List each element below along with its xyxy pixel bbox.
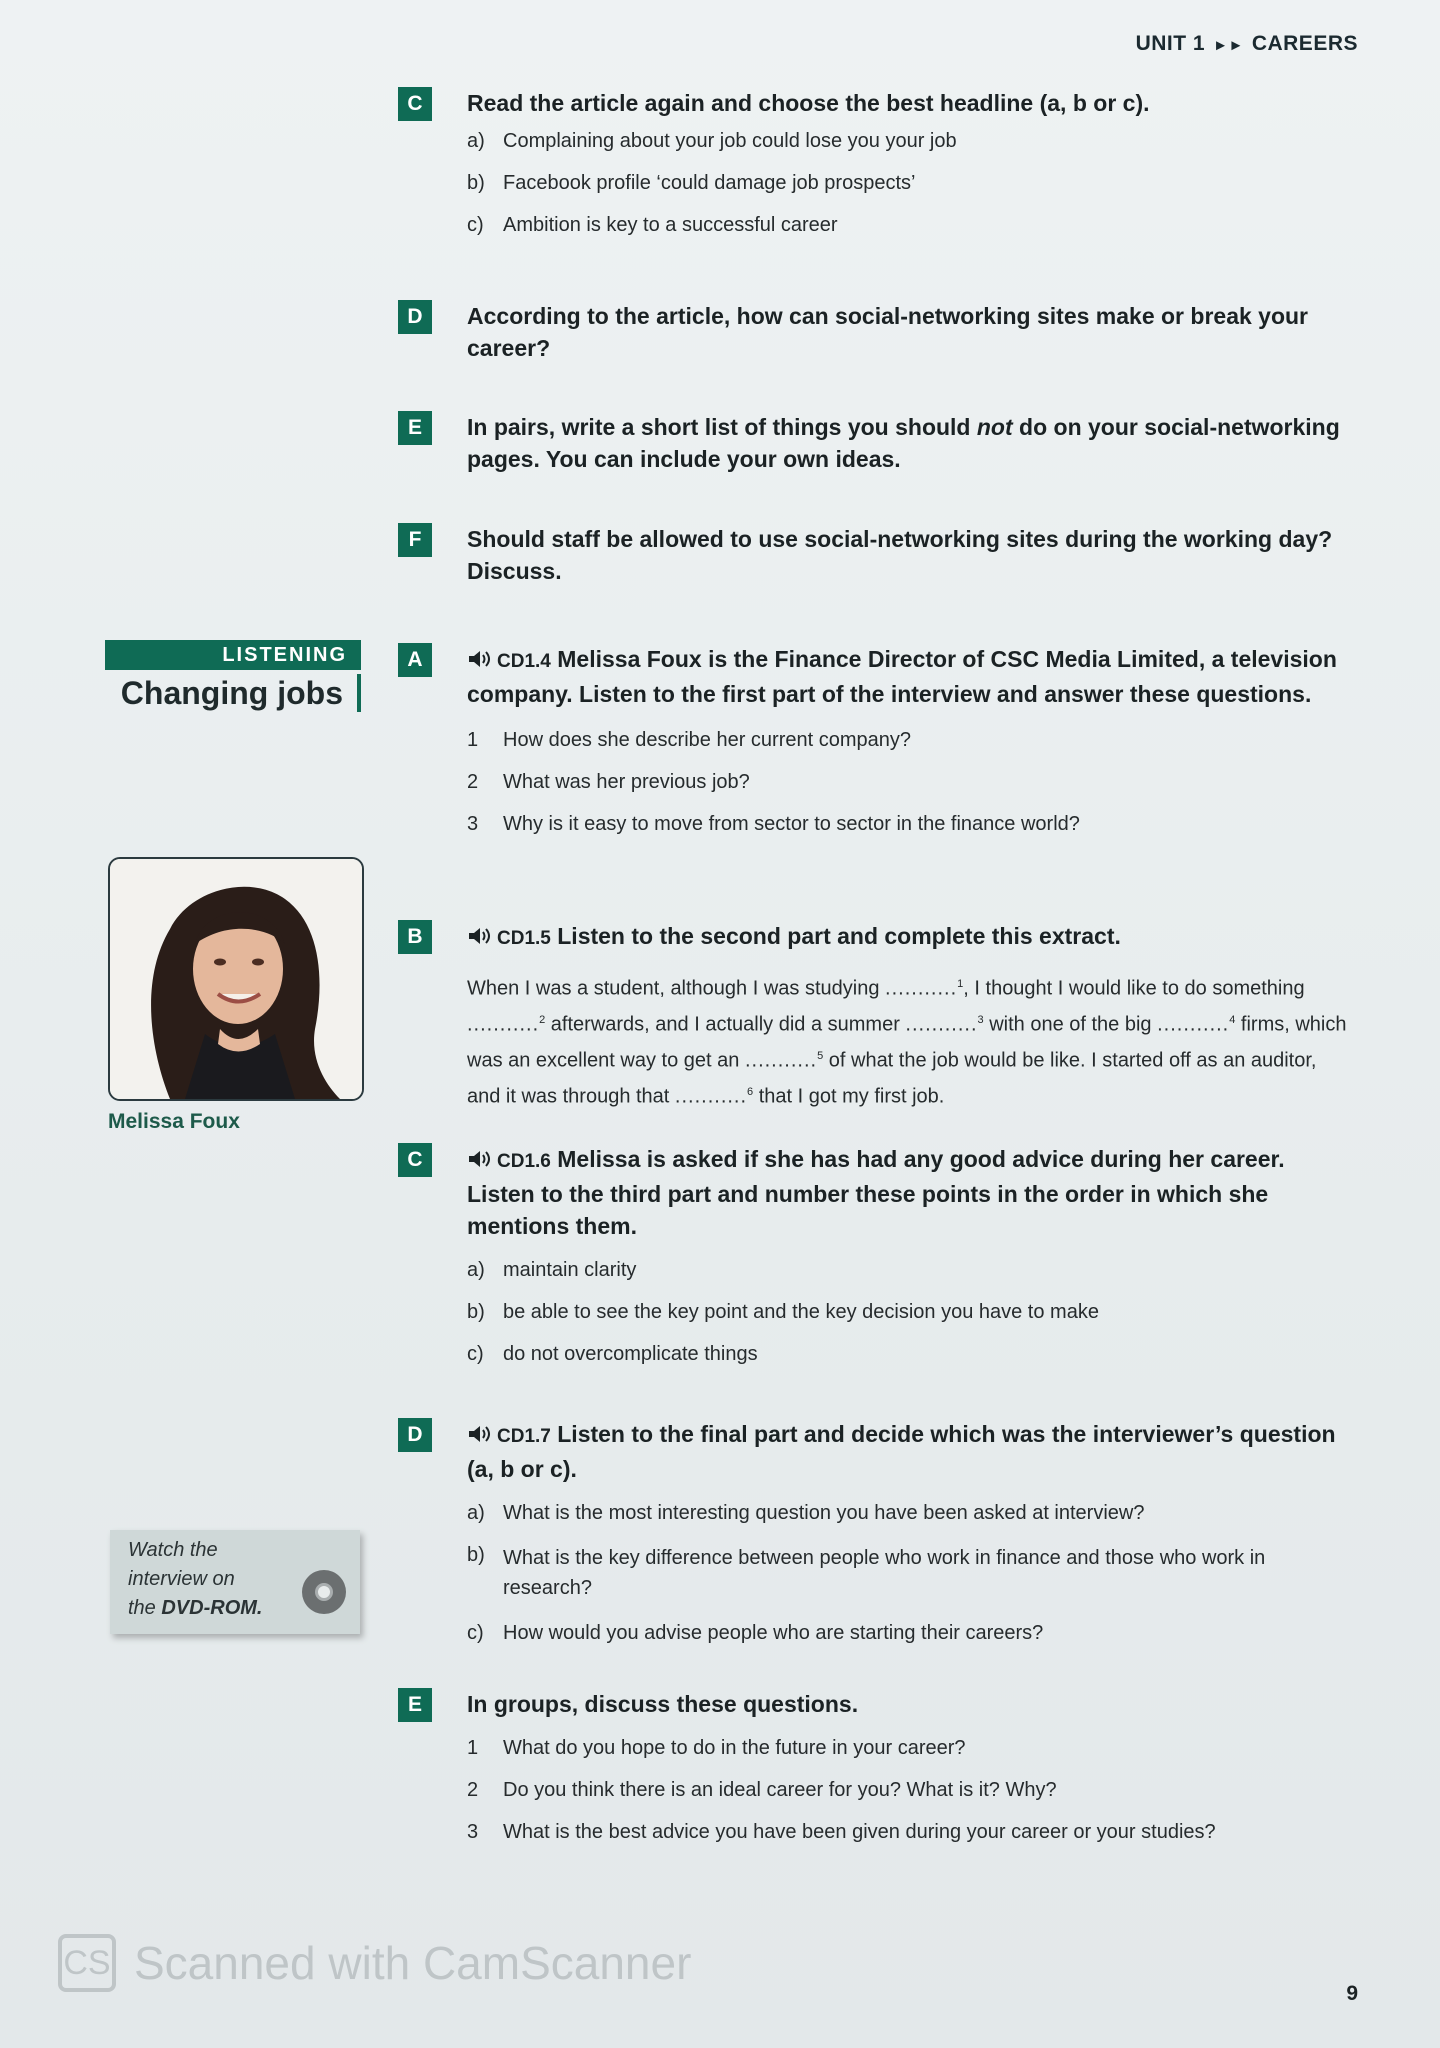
- option-list: [467, 1258, 1348, 1366]
- option-list: [467, 129, 1348, 237]
- gap-blank[interactable]: ...........: [1157, 1013, 1230, 1036]
- exercise-letter: F: [398, 523, 432, 557]
- list-item: 1 How does she describe her current company?: [467, 729, 911, 751]
- exercise-question: Should staff be allowed to use social-networking sites during the working day? Discuss.: [467, 526, 1333, 584]
- exercise-question: In pairs, write a short list of things you should not do on your social-networking pages. You can include your own ideas.: [467, 414, 1340, 472]
- exercise-question: CD1.6 Melissa is asked if she has had any good advice during her career. Listen to the third part and number these points in the order in which she mentions them.: [467, 1146, 1285, 1239]
- camscanner-watermark: [58, 1934, 691, 1992]
- audio-speaker-icon[interactable]: [467, 1424, 493, 1444]
- exercise-reading-c: [398, 87, 1348, 255]
- list-item: 2 What was her previous job?: [467, 771, 750, 793]
- gap-blank[interactable]: ...........: [905, 1013, 978, 1036]
- list-item: a) maintain clarity: [467, 1259, 637, 1281]
- exercise-letter: E: [398, 411, 432, 445]
- watermark-text: Scanned with CamScanner: [134, 1937, 692, 1989]
- exercise-reading-e: [398, 411, 1348, 475]
- unit-header: [1136, 32, 1358, 56]
- exercise-reading-d: [398, 300, 1348, 364]
- page-number: 9: [1346, 1982, 1358, 2005]
- double-arrow-icon: ►►: [1213, 37, 1244, 54]
- list-item: c) Ambition is key to a successful career: [467, 214, 838, 236]
- exercise-listening-e: [398, 1688, 1348, 1862]
- exercise-letter: E: [398, 1688, 432, 1722]
- list-item: b) Facebook profile ‘could damage job prospects’: [467, 172, 916, 194]
- listening-tag: LISTENING: [105, 640, 361, 670]
- question-list: [467, 728, 1348, 836]
- gap-blank[interactable]: ...........: [674, 1086, 748, 1109]
- exercise-question: CD1.7 Listen to the final part and decide which was the interviewer’s question (a, b or c).: [467, 1421, 1336, 1482]
- exercise-question: CD1.5 Listen to the second part and complete this extract.: [467, 920, 1348, 955]
- gap-fill-extract: When I was a student, although I was studying ...........$^1$, I thought I would like to do something ...........$^2$ afterwards, and I actually did a summer ...........$^3$ with one of the big ...........$^4$ firms, which was an excellent way to get an ...........$^5$ of what the job would be like. I started off as an auditor, and it was through that ...........$^6$ that I got my first job.: [467, 977, 1347, 1109]
- exercise-listening-d: [398, 1418, 1348, 1663]
- audio-speaker-icon[interactable]: [467, 649, 493, 669]
- option-list: [467, 1501, 1348, 1645]
- dvd-line: interview on: [128, 1568, 235, 1590]
- exercise-listening-a: [398, 643, 1348, 854]
- exercise-listening-b: [398, 920, 1348, 1114]
- exercise-letter: C: [398, 87, 432, 121]
- unit-label: UNIT 1: [1135, 32, 1206, 55]
- disc-icon: [302, 1570, 346, 1614]
- list-item: c) do not overcomplicate things: [467, 1343, 758, 1365]
- melissa-photo: [108, 857, 364, 1101]
- list-item: a) Complaining about your job could lose you your job: [467, 130, 957, 152]
- audio-speaker-icon[interactable]: [467, 1149, 493, 1169]
- exercise-question: CD1.4 Melissa Foux is the Finance Director of CSC Media Limited, a television company. Listen to the first part of the interview and answer these questions.: [467, 646, 1337, 707]
- list-item: b) be able to see the key point and the key decision you have to make: [467, 1301, 1099, 1323]
- audio-speaker-icon[interactable]: [467, 926, 493, 946]
- exercise-question: Read the article again and choose the best headline (a, b or c).: [467, 90, 1150, 116]
- dvd-line: the DVD-ROM.: [128, 1597, 263, 1619]
- exercise-letter: C: [398, 1143, 432, 1177]
- exercise-question: In groups, discuss these questions.: [467, 1691, 859, 1717]
- gap-blank[interactable]: ...........: [467, 1013, 540, 1036]
- exercise-letter: A: [398, 643, 432, 677]
- list-item: 3 Why is it easy to move from sector to sector in the finance world?: [467, 813, 1080, 835]
- exercise-letter: D: [398, 1418, 432, 1452]
- list-item: 1 What do you hope to do in the future in your career?: [467, 1737, 966, 1759]
- question-list: [467, 1736, 1348, 1844]
- gap-blank[interactable]: ...........: [885, 977, 958, 1000]
- camscanner-logo-icon: CS: [58, 1934, 116, 1992]
- list-item: a) What is the most interesting question you have been asked at interview?: [467, 1502, 1145, 1524]
- list-item: b) What is the key difference between people who work in finance and those who work in research?: [467, 1544, 1266, 1599]
- list-item: 3 What is the best advice you have been given during your career or your studies?: [467, 1821, 1216, 1843]
- portrait-illustration: [110, 859, 362, 1099]
- dvd-line: Watch the: [128, 1539, 218, 1561]
- section-label: CAREERS: [1251, 32, 1358, 55]
- listening-heading: [105, 640, 361, 712]
- exercise-letter: B: [398, 920, 432, 954]
- photo-caption: Melissa Foux: [108, 1110, 240, 1133]
- exercise-listening-c: [398, 1143, 1348, 1384]
- exercise-reading-f: [398, 523, 1348, 587]
- exercise-question: According to the article, how can social-networking sites make or break your career?: [467, 303, 1309, 361]
- exercise-letter: D: [398, 300, 432, 334]
- dvd-rom-callout: [110, 1530, 360, 1634]
- list-item: 2 Do you think there is an ideal career for you? What is it? Why?: [467, 1779, 1057, 1801]
- list-item: c) How would you advise people who are starting their careers?: [467, 1622, 1044, 1644]
- gap-blank[interactable]: ...........: [744, 1049, 818, 1072]
- section-title: Changing jobs: [105, 674, 361, 712]
